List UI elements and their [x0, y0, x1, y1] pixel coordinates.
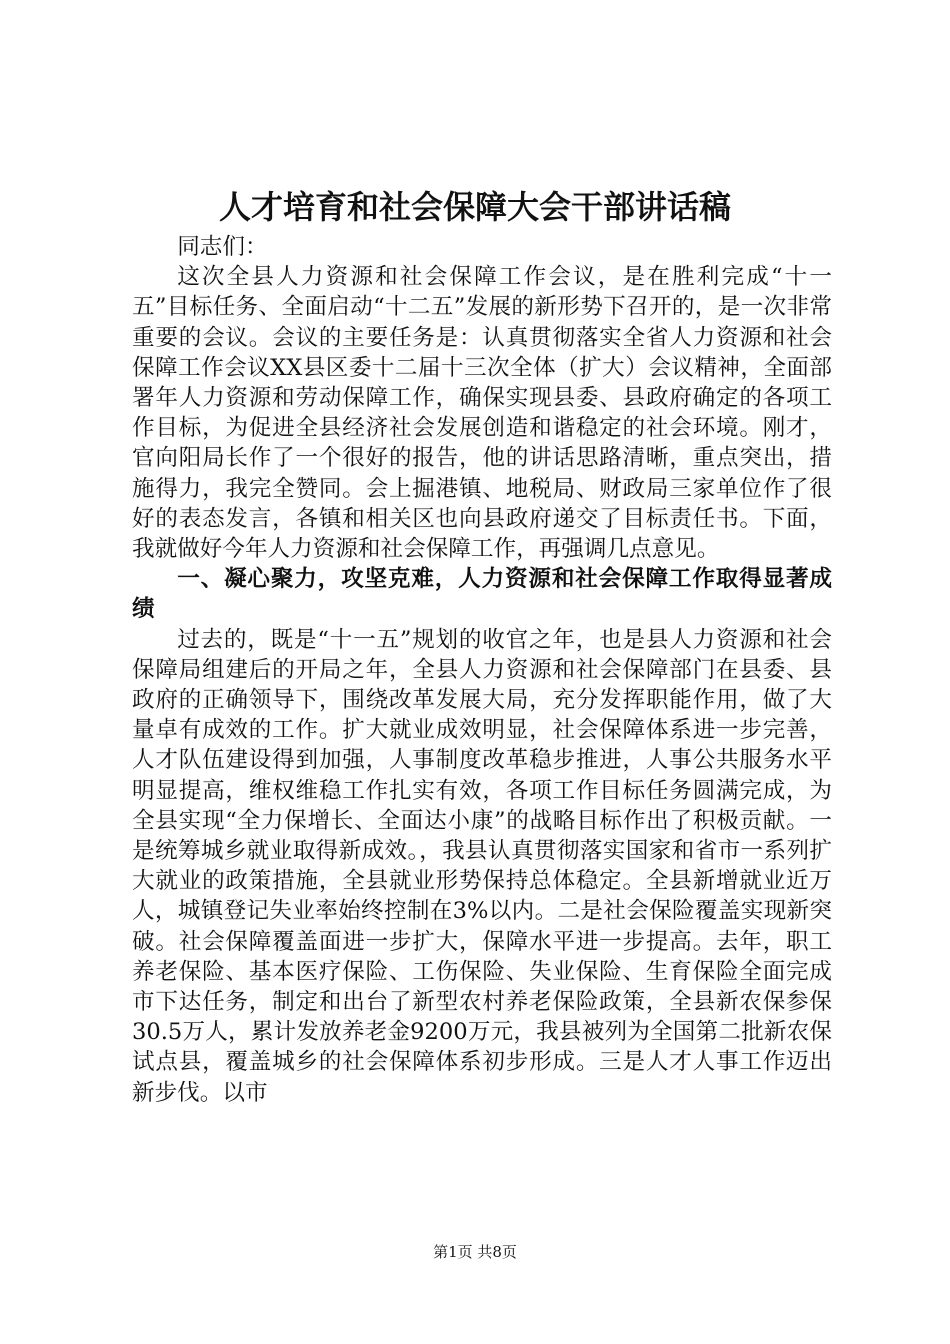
- page-number: 第1页 共8页: [433, 1243, 517, 1261]
- section-paragraph: 过去的，既是“十一五”规划的收官之年，也是县人力资源和社会保障局组建后的开局之年，全县人力资源和社会保障部门在县委、县政府的正确领导下，围绕改革发展大局，充分发挥职能作用，做了大量卓有成效的工作。扩大就业成效明显，社会保障体系进一步完善，人才队伍建设得到加强，人事制度改革稳步推进，人事公共服务水平明显提高，维权维稳工作扎实有效，各项工作目标任务圆满完成，为全县实现“全力保增长、全面达小康”的战略目标作出了积极贡献。一是统筹城乡就业取得新成效。，我县认真贯彻落实国家和省市一系列扩大就业的政策措施，全县就业形势保持总体稳定。全县新增就业近万人，城镇登记失业率始终控制在3%以内。二是社会保险覆盖实现新突破。社会保障覆盖面进一步扩大，保障水平进一步提高。去年，职工养老保险、基本医疗保险、工伤保险、失业保险、生育保险全面完成市下达任务，制定和出台了新型农村养老保险政策，全县新农保参保30.5万人，累计发放养老金9200万元，我县被列为全国第二批新农保试点县，覆盖城乡的社会保障体系初步形成。三是人才人事工作迈出新步伐。以市: [132, 626, 832, 1106]
- page-footer: [0, 1242, 950, 1262]
- salutation: 同志们：: [177, 234, 268, 260]
- document-title: 人才培育和社会保障大会干部讲话稿: [218, 188, 731, 226]
- section-heading: 一、凝心聚力，攻坚克难，人力资源和社会保障工作取得显著成绩: [132, 566, 832, 623]
- opening-paragraph: 这次全县人力资源和社会保障工作会议，是在胜利完成“十一五”目标任务、全面启动“十二五”发展的新形势下召开的，是一次非常重要的会议。会议的主要任务是：认真贯彻落实全省人力资源和社会保障工作会议XX县区委十二届十三次全体（扩大）会议精神，全面部署年人力资源和劳动保障工作，确保实现县委、县政府确定的各项工作目标，为促进全县经济社会发展创造和谐稳定的社会环境。刚才，官向阳局长作了一个很好的报告，他的讲话思路清晰，重点突出，措施得力，我完全赞同。会上掘港镇、地税局、财政局三家单位作了很好的表态发言，各镇和相关区也向县政府递交了目标责任书。下面，我就做好今年人力资源和社会保障工作，再强调几点意见。: [132, 264, 832, 563]
- document-body: [132, 232, 832, 1108]
